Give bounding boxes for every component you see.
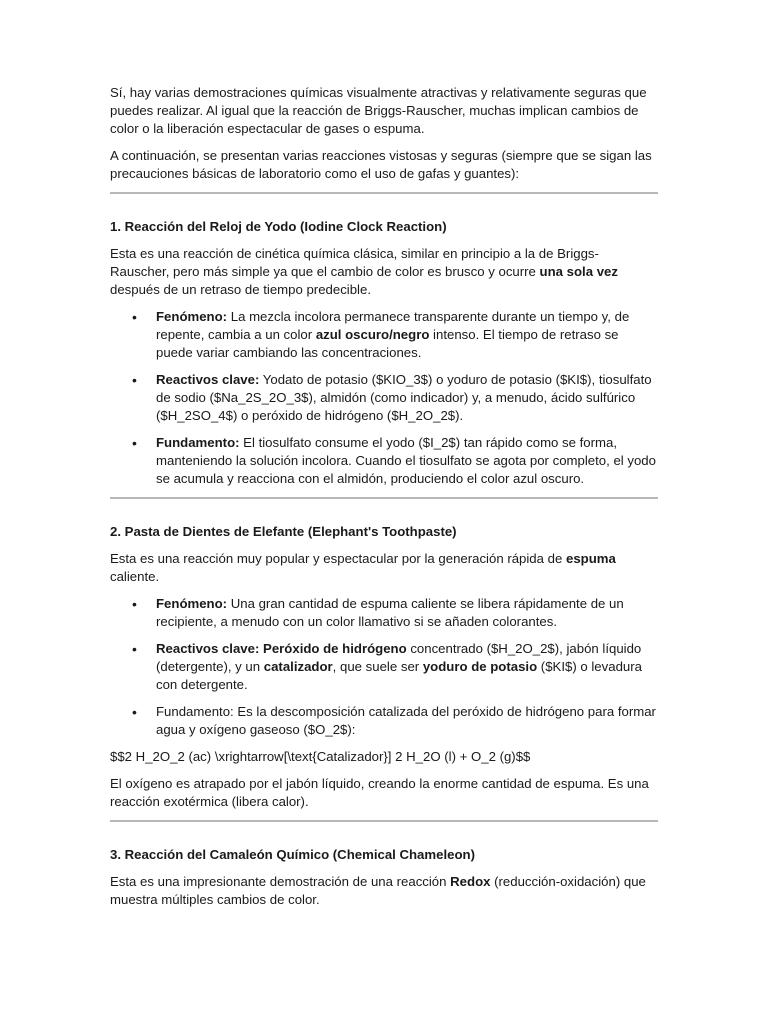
emphasis-text: Peróxido de hidrógeno	[259, 641, 407, 656]
item-label: Fenómeno:	[156, 596, 228, 611]
emphasis-text: espuma	[565, 551, 616, 566]
text-span: Una gran cantidad de espuma caliente se libera rápidamente de un recipiente, a menudo con un color llamativo si se añaden colorantes.	[156, 596, 624, 629]
emphasis-text: una sola vez	[539, 264, 618, 279]
intro-paragraph-2: A continuación, se presentan varias reacciones vistosas y seguras (siempre que se sigan las precauciones básicas de laboratorio como el uso de gafas y guantes):	[110, 148, 652, 181]
emphasis-text: Redox	[450, 874, 491, 889]
divider	[110, 497, 658, 499]
text-span: El tiosulfato consume el yodo ($I_2$) tan rápido como se forma, manteniendo la solución incolora. Cuando el tiosulfato se agota por completo, el yodo se acumula y reacciona con el almidón, produciendo el color azul oscuro.	[156, 435, 656, 486]
section-description	[110, 550, 658, 586]
divider	[110, 820, 658, 822]
section-description	[110, 245, 658, 299]
text-span: , que suele ser	[332, 659, 423, 674]
item-label: Fenómeno:	[156, 309, 228, 324]
item-label: Reactivos clave:	[156, 372, 260, 387]
section-heading: 1. Reacción del Reloj de Yodo (Iodine Clock Reaction)	[110, 219, 447, 234]
item-label: Reactivos clave:	[156, 641, 260, 656]
section-heading: 2. Pasta de Dientes de Elefante (Elephant's Toothpaste)	[110, 524, 457, 539]
list-item	[110, 434, 658, 488]
text-span: intenso. El tiempo de retraso se puede variar cambiando las concentraciones.	[156, 327, 619, 360]
document-content	[110, 84, 658, 918]
text-span: La mezcla incolora permanece transparente durante un tiempo y, de repente, cambia a un color	[156, 309, 630, 342]
text-span: Fundamento: Es la descomposición catalizada del peróxido de hidrógeno para formar agua y oxígeno gaseoso ($O_2$):	[156, 704, 656, 737]
text-span: Esta es una reacción de cinética química clásica, similar en principio a la de Briggs-Rauscher, pero más simple ya que el cambio de color es brusco y ocurre	[110, 246, 599, 279]
text-span: caliente.	[110, 569, 160, 584]
list-item	[110, 308, 658, 362]
text-span: ($KI$) o levadura con detergente.	[156, 659, 642, 692]
bullet-list	[110, 595, 658, 739]
section-description	[110, 873, 658, 909]
emphasis-text: azul oscuro/negro	[315, 327, 430, 342]
emphasis-text: catalizador	[263, 659, 333, 674]
item-label: Fundamento:	[156, 435, 240, 450]
section-paragraph: El oxígeno es atrapado por el jabón líquido, creando la enorme cantidad de espuma. Es una reacción exotérmica (libera calor).	[110, 776, 649, 809]
list-item	[110, 640, 658, 694]
text-span: Esta es una reacción muy popular y espectacular por la generación rápida de	[110, 551, 566, 566]
formula-text: $$2 H_2O_2 (ac) \xrightarrow[\text{Catalizador}] 2 H_2O (l) + O_2 (g)$$	[110, 749, 531, 764]
intro-paragraph: Sí, hay varias demostraciones químicas visualmente atractivas y relativamente seguras que puedes realizar. Al igual que la reacción de Briggs-Rauscher, muchas implican cambios de color o la liberación espectacular de gases o espuma.	[110, 85, 647, 136]
text-span: después de un retraso de tiempo predecible.	[110, 282, 371, 297]
text-span: (reducción-oxidación) que muestra múltiples cambios de color.	[110, 874, 646, 907]
bullet-list	[110, 308, 658, 488]
text-span: Yodato de potasio ($KIO_3$) o yoduro de potasio ($KI$), tiosulfato de sodio ($Na_2S_2O_3$), almidón (como indicador) y, a menudo, ácido sulfúrico ($H_2SO_4$) o peróxido de hidrógeno ($H_2O_2$).	[156, 372, 652, 423]
divider	[110, 192, 658, 194]
text-span: Esta es una impresionante demostración de una reacción	[110, 874, 451, 889]
list-item	[110, 595, 658, 631]
text-span: concentrado ($H_2O_2$), jabón líquido (detergente), y un	[156, 641, 642, 674]
list-item	[110, 371, 658, 425]
emphasis-text: yoduro de potasio	[422, 659, 538, 674]
list-item	[110, 703, 658, 739]
section-heading: 3. Reacción del Camaleón Químico (Chemical Chameleon)	[110, 847, 475, 862]
